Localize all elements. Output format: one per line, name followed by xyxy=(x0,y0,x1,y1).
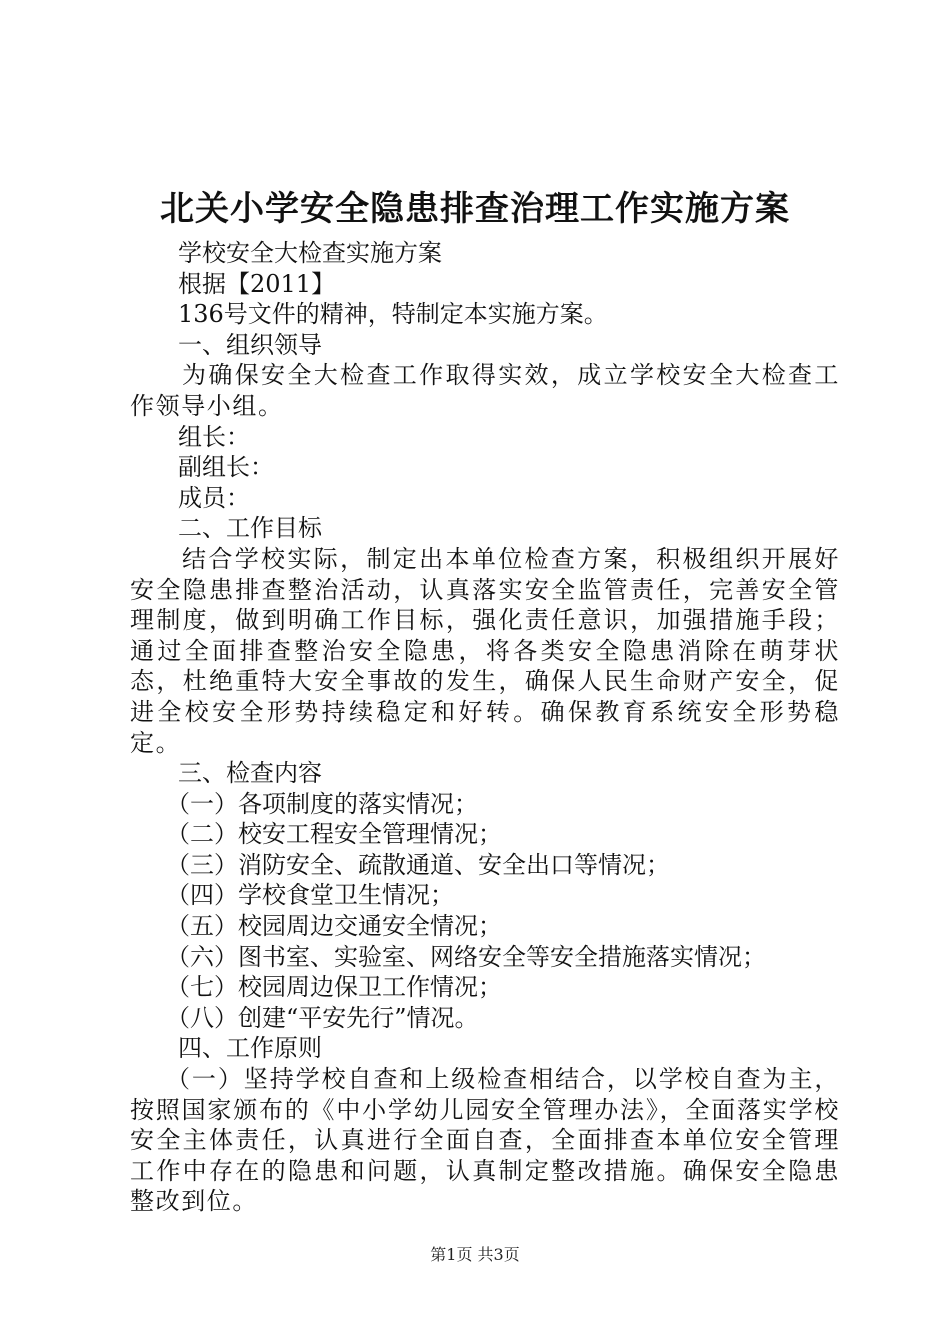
section-heading-4: 四、工作原则 xyxy=(178,1034,322,1063)
paragraph-organization: 为确保安全大检查工作取得实效，成立学校安全大检查工作领导小组。 xyxy=(130,361,840,420)
members-line: 成员： xyxy=(178,483,250,512)
basis-line: 根据【2011】 xyxy=(178,269,336,298)
leader-line: 组长： xyxy=(178,422,250,451)
section-heading-3: 三、检查内容 xyxy=(178,759,322,788)
list-item: （四）学校食堂卫生情况； xyxy=(166,881,454,910)
list-item: （七）校园周边保卫工作情况； xyxy=(166,973,502,1002)
list-item: （一）各项制度的落实情况； xyxy=(166,789,478,818)
list-item: （六）图书室、实验室、网络安全等安全措施落实情况； xyxy=(166,942,766,971)
purpose-line: 136号文件的精神，特制定本实施方案。 xyxy=(178,300,608,329)
document-body xyxy=(130,238,840,1217)
page-footer: 第1页 共3页 xyxy=(430,1245,520,1264)
vice-leader-line: 副组长： xyxy=(178,453,274,482)
list-item: （二）校安工程安全管理情况； xyxy=(166,820,502,849)
list-item: （五）校园周边交通安全情况； xyxy=(166,912,502,941)
subtitle-line: 学校安全大检查实施方案 xyxy=(178,239,442,267)
paragraph-principles: （一）坚持学校自查和上级检查相结合，以学校自查为主，按照国家颁布的《中小学幼儿园安全管理办法》，全面落实学校安全主体责任，认真进行全面自查，全面排查本单位安全管理工作中存在的隐患和问题，认真制定整改措施。确保安全隐患整改到位。 xyxy=(130,1065,840,1216)
list-item: （八）创建“平安先行”情况。 xyxy=(166,1003,479,1032)
document-title: 北关小学安全隐患排查治理工作实施方案 xyxy=(160,189,790,229)
section-heading-2: 二、工作目标 xyxy=(178,514,322,543)
paragraph-goals: 结合学校实际，制定出本单位检查方案，积极组织开展好安全隐患排查整治活动，认真落实安全监管责任，完善安全管理制度，做到明确工作目标，强化责任意识，加强措施手段；通过全面排查整治安全隐患，将各类安全隐患消除在萌芽状态，杜绝重特大安全事故的发生，确保人民生命财产安全，促进全校安全形势持续稳定和好转。确保教育系统安全形势稳定。 xyxy=(130,544,840,757)
section-heading-1: 一、组织领导 xyxy=(178,330,322,359)
list-item: （三）消防安全、疏散通道、安全出口等情况； xyxy=(166,850,670,879)
